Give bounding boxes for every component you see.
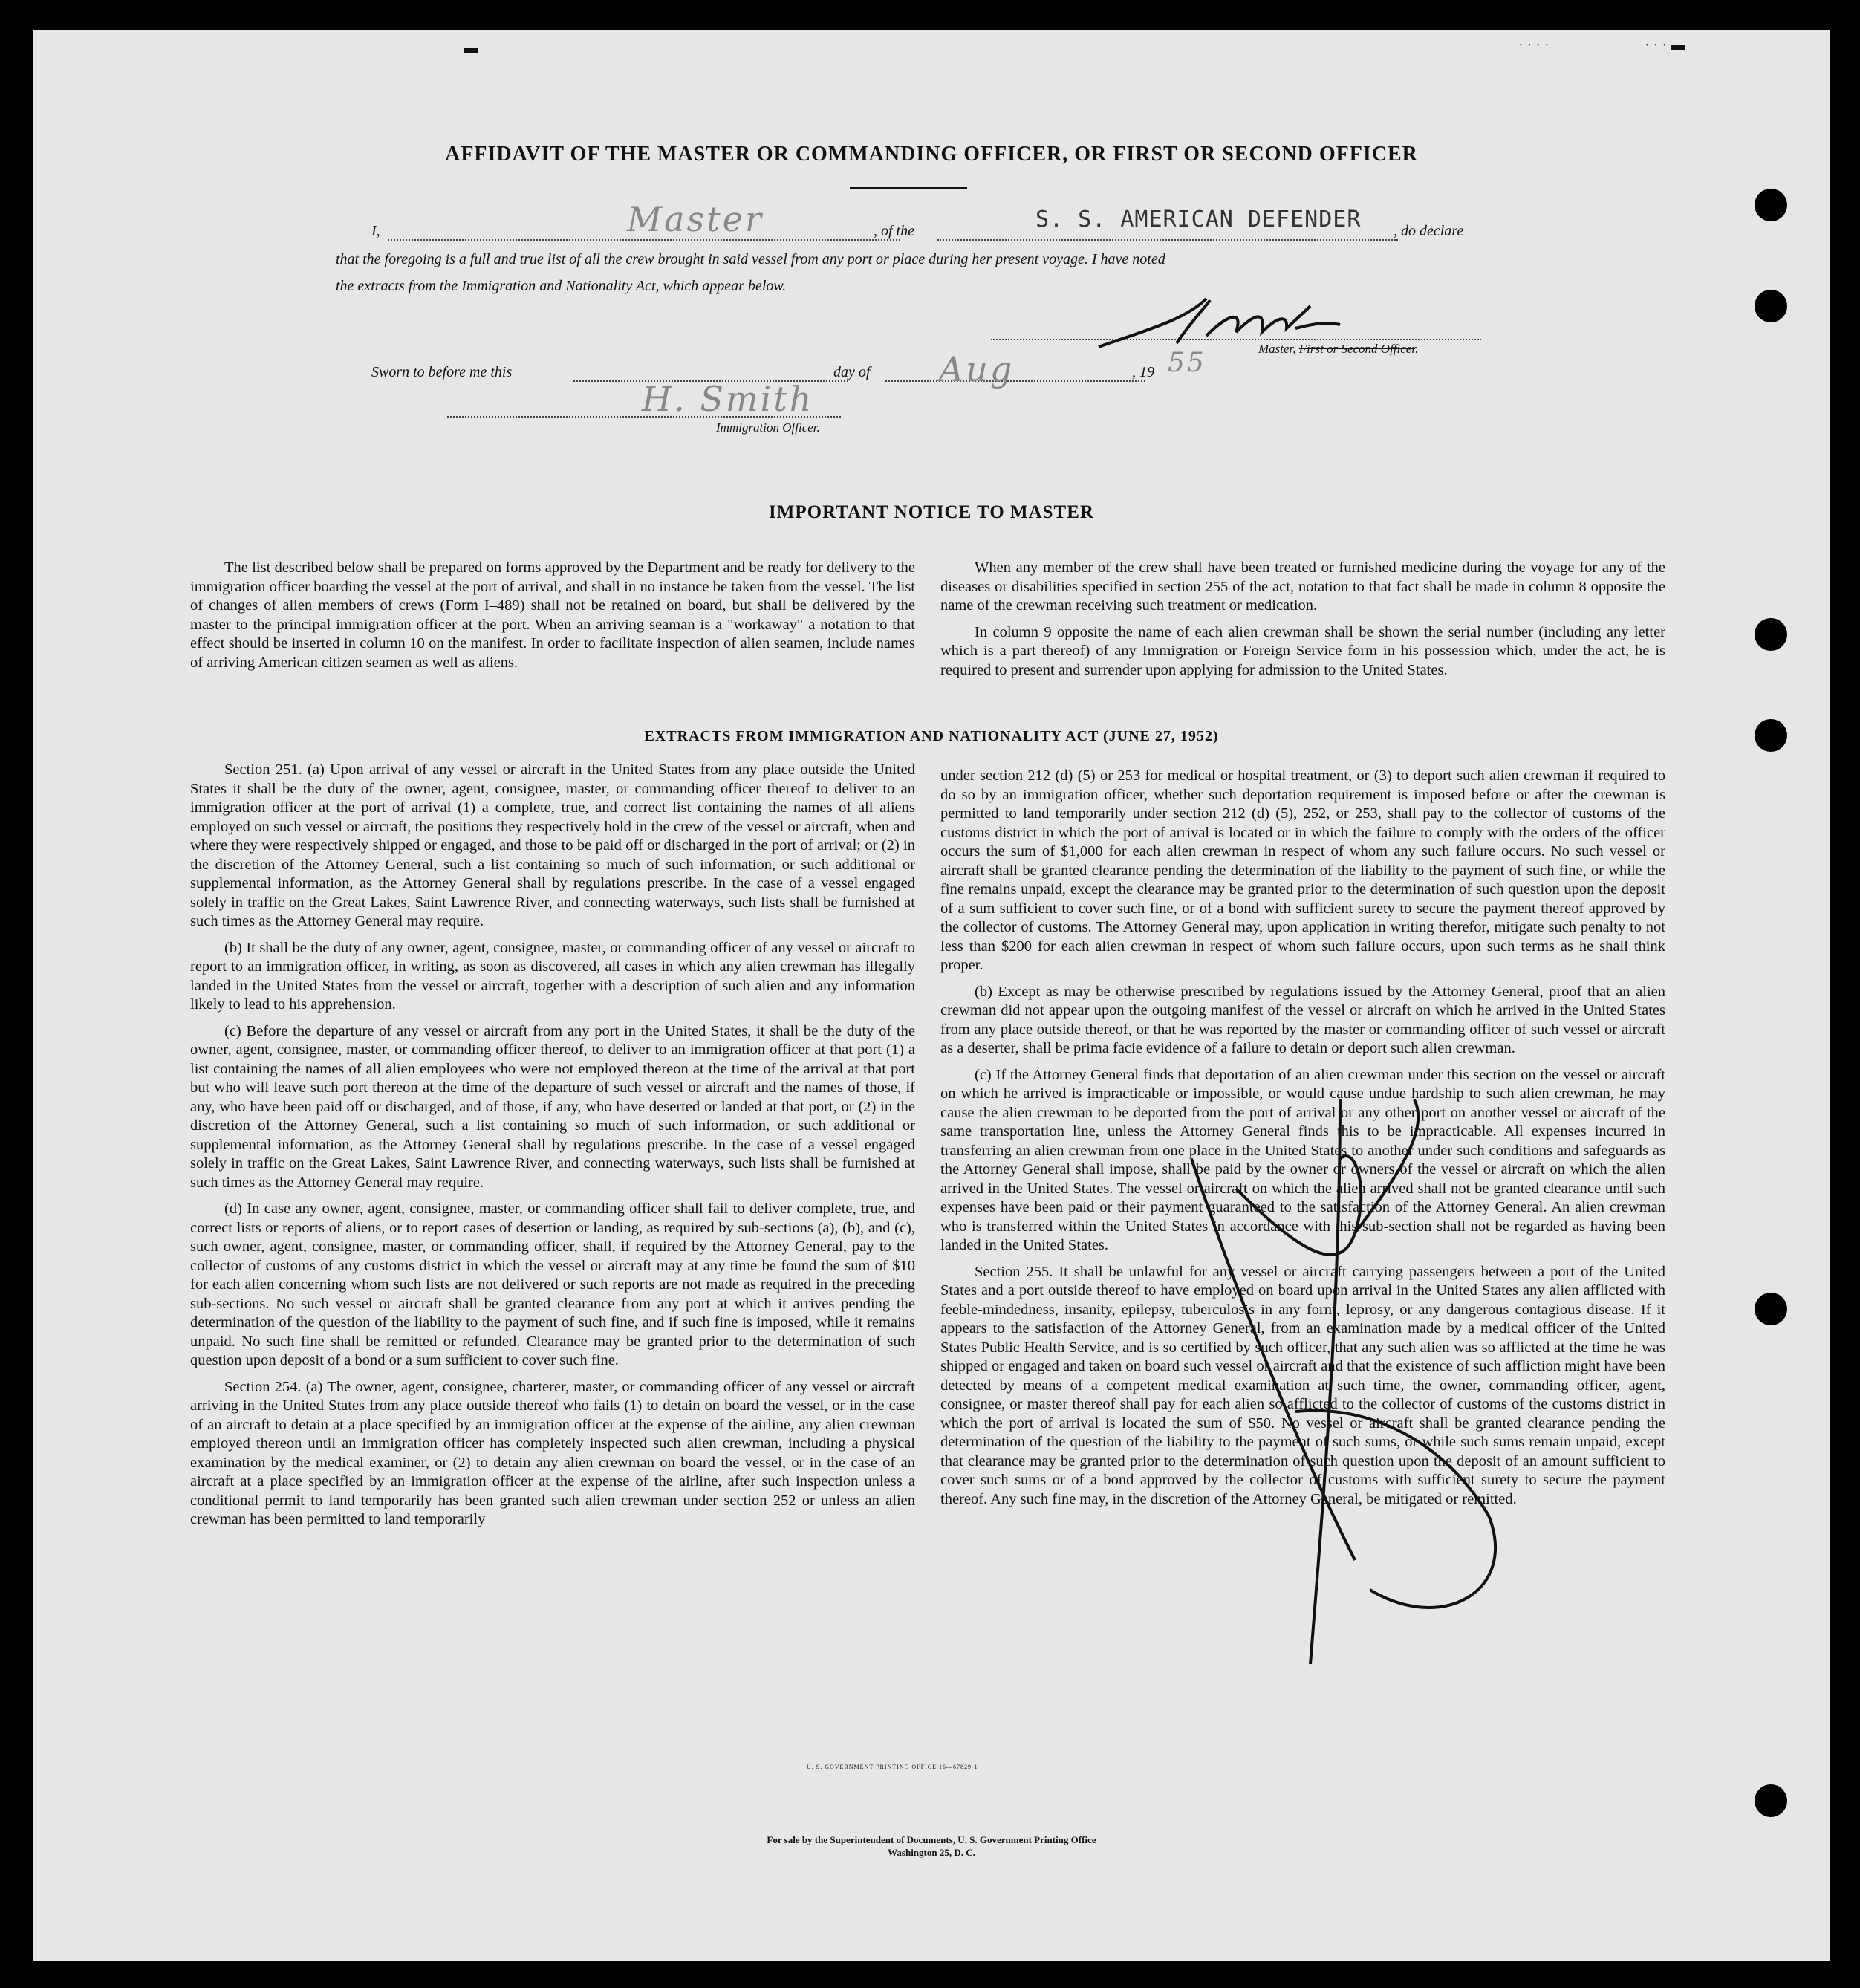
month-line [885, 380, 1145, 382]
affidavit-body-1: that the foregoing is a full and true list of all the crew brought in said vessel from any port or place during her present voyage. I have noted [336, 251, 1165, 267]
section-255: Section 255. It shall be unlawful for any vessel or aircraft carrying passengers between a port of the United States and a port outside thereof to have employed on board upon arrival in the United States any alien afflicted with feeble-mindedness, insanity, epilepsy, tuberculosis in any form, leprosy, or any dangerous contagious disease. If it appears to the satisfaction of the Attorney General, from an examination made by a medical officer of the United States Public Health Service, and is so certified by such officer, that any such alien was so afflicted at the time he was shipped or engaged and taken on board such vessel or aircraft and that the existence of such affliction might have been detected by means of a competent medical examination at such time, the owner, commanding officer, agent, consignee, or master thereof shall pay for each alien so afflicted to the collector of customs of the customs district in which the port of arrival is located the sum of $50. No vessel or aircraft shall be granted clearance pending the determination of the question of the liability to the payment of such sums, or while such sums remain unpaid, except that clearance may be granted prior to the determination of such question upon the deposit of an amount sufficient to cover such sums or of a bond approved by the collector of customs with sufficient surety to secure the payment thereof. Any such fine may, in the discretion of the Attorney General, be mitigated or remitted. [940, 1263, 1665, 1507]
top-marks: · · · ▬ [1645, 37, 1685, 53]
notice-right-text-2: In column 9 opposite the name of each alien crewman shall be shown the serial number (including any letter which is a part thereof) of any Immigration or Foreign Service form in his possession which, under the act, he is required to present and surrender upon applying for admission to the United States. [940, 623, 1665, 678]
master-caption-suffix: . [1415, 342, 1419, 356]
master-caption-prefix: Master, [1258, 342, 1299, 356]
officer-caption: Immigration Officer. [716, 420, 820, 435]
footer-line-2: Washington 25, D. C. [888, 1847, 975, 1858]
affidavit-body-2: the extracts from the Immigration and Nationality Act, which appear below. [336, 278, 787, 294]
notice-title: IMPORTANT NOTICE TO MASTER [769, 502, 1094, 522]
binder-hole [1755, 189, 1787, 221]
document-page [33, 30, 1830, 1961]
footer [33, 1833, 1830, 1859]
binder-hole [1755, 290, 1787, 322]
section-251-a: Section 251. (a) Upon arrival of any vessel or aircraft in the United States from any place outside the United States it shall be the duty of the owner, agent, consignee, master, or commanding officer thereof to deliver to an immigration officer at the port of arrival (1) a complete, true, and correct list containing the names of all aliens employed on such vessel or aircraft, the positions they respectively hold in the crew of the vessel or aircraft, when and where they were respectively shipped or engaged, and those to be paid off or discharged in the port of arrival; or (2) in the discretion of the Attorney General, such a list containing so much of such information, or such additional or supplemental information, as the Attorney General shall by regulations prescribe. In the case of a vessel engaged solely in traffic on the Great Lakes, Saint Lawrence River, and connecting waterways, such lists shall be furnished at such times as the Attorney General may require. [190, 761, 915, 929]
notice-right-text-1: When any member of the crew shall have been treated or furnished medicine during the voyage for any of the diseases or disabilities specified in section 255 of the act, notation to that fact shall be made in column 8 opposite the name of the crewman receiving such treatment or medication. [940, 559, 1665, 614]
master-caption [1258, 342, 1418, 357]
affidavit-title: AFFIDAVIT OF THE MASTER OR COMMANDING OFFICER, OR FIRST OR SECOND OFFICER [445, 143, 1418, 166]
section-251-b: (b) It shall be the duty of any owner, agent, consignee, master, or commanding officer of any vessel or aircraft to report to an immigration officer, in writing, as soon as discovered, all cases in which any alien crewman has illegally landed in the United States from the vessel or aircraft, together with a description of such alien and any information likely to lead to his apprehension. [190, 939, 915, 1013]
officer-signature: H. Smith [642, 379, 814, 419]
master-caption-struck: First or Second Officer [1298, 342, 1416, 356]
handwritten-name: Master [627, 199, 764, 239]
binder-hole [1755, 1293, 1787, 1325]
section-251-c: (c) Before the departure of any vessel or aircraft from any port in the United States, it shall be the duty of the owner, agent, consignee, master, or commanding officer thereof, to deliver to an immigration officer at that port (1) a list containing the names of all alien employees who were not employed thereon at the time of the arrival at that port but who will leave such port thereon at the time of the departure of such vessel or aircraft and the names of those, if any, who have been paid off or discharged, and of those, if any, who have deserted or landed at that port, or (2) in the discretion of the Attorney General, such a list containing so much of such information, or such additional or supplemental information, as the Attorney General shall by regulations prescribe. In the case of a vessel engaged solely in traffic on the Great Lakes, Saint Lawrence River, and connecting waterways, such lists shall be furnished at such times as the Attorney General may require. [190, 1022, 915, 1191]
extracts-right-column [940, 767, 1665, 1510]
section-254-c: (c) If the Attorney General finds that deportation of an alien crewman under this section on the vessel or aircraft on which he arrived is impracticable or impossible, or would cause undue hardship to such alien crewman, he may cause the alien crewman to be deported from the port of arrival or any other port on another vessel or aircraft of the same transportation line, unless the Attorney General finds this to be impracticable. All expenses incurred in transferring an alien crewman from one place in the United States to another under such conditions and safeguards as the Attorney General shall impose, shall be paid by the owner or owners of the vessel or aircraft on which the alien arrived in the United States. The vessel or aircraft on which the alien arrived shall not be granted clearance until such expenses have been paid or their payment guaranteed to the satisfaction of the Attorney General. An alien crewman who is transferred within the United States in accordance with this sub-section shall not be regarded as having been landed in the United States. [940, 1066, 1665, 1253]
section-254-a-cont: under section 212 (d) (5) or 253 for medical or hospital treatment, or (3) to deport such alien crewman if required to do so by an immigration officer, whether such deportation requirement is imposed before or after the crewman is permitted to land temporarily under section 212 (d) (5), 252, or 253, shall pay to the collector of customs of the customs district in which the port of arrival is located or in which the failure to comply with the orders of the officer occurs the sum of $1,000 for each alien crewman in respect of whom any such failure occurs. No such vessel or aircraft shall be granted clearance pending the determination of the liability to the payment of such fine, or while the fine remains unpaid, except the clearance may be granted prior to the determination of such question upon the deposit of a sum sufficient to cover such fine, or of a bond with sufficient surety to secure the payment thereof approved by the collector of customs. The Attorney General may, upon application in writing therefor, mitigate such penalty to not less than $200 for each alien crewman in respect of whom such failure occurs, upon such terms as he shall think proper. [940, 767, 1665, 973]
i-label: I, [371, 223, 380, 239]
sworn-label: Sworn to before me this [371, 364, 513, 380]
binder-hole [1755, 1784, 1787, 1817]
of-the-label: , of the [874, 223, 914, 239]
svg-text:A Walker: A Walker [1206, 321, 1209, 322]
section-251-d: (d) In case any owner, agent, consignee, master, or commanding officer shall fail to deliver complete, true, and correct lists or reports of aliens, or to report cases of desertion or landing, as required by sub-sections (a), (b), and (c), such owner, agent, consignee, master, or commanding officer, shall, if required by the Attorney General, pay to the collector of customs of any customs district in which the vessel or aircraft may at any time be found the sum of $10 for each alien concerning whom such lists are not delivered or such reports are not made as required in the preceding sub-sections. No such vessel or aircraft shall be granted clearance from any port at which it arrives pending the determination of the question of the liability to the payment of such fine, and if such fine is imposed, while it remains unpaid. No such fine shall be remitted or refunded. Clearance may be granted prior to the determination of such question upon deposit of a bond or a sum sufficient to cover such fine. [190, 1201, 915, 1368]
section-254-a: Section 254. (a) The owner, agent, consignee, charterer, master, or commanding officer of any vessel or aircraft arriving in the United States from any place outside thereof who fails (1) to detain on board the vessel, or in the case of an aircraft to detain at a place specified by an immigration officer at the expense of the airline, any alien crewman employed thereon until an immigration officer has completely inspected such alien crewman, including a physical examination by the medical examiner, or (2) to detain any alien crewman on board the vessel, or in the case of an aircraft at a place specified by an immigration officer at the expense of the airline, after such inspection unless a conditional permit to land temporarily has been granted such alien crewman under section 252 or unless an alien crewman has been permitted to land temporarily [190, 1378, 915, 1527]
name-line [388, 239, 900, 241]
notice-left-paragraph [190, 559, 915, 674]
section-254-b: (b) Except as may be otherwise prescribed by regulations issued by the Attorney General, proof that an alien crewman did not appear upon the outgoing manifest of the vessel or aircraft on which he arrived in the United States from any place outside thereof, or that he was reported by the master or commanding officer of such vessel or aircraft as a deserter, shall be prima facie evidence of a failure to detain or deport such alien crewman. [940, 983, 1665, 1056]
vessel-stamp: S. S. AMERICAN DEFENDER [1035, 207, 1362, 233]
handwritten-month: Aug [939, 349, 1015, 389]
top-marks: · · · · [1518, 37, 1550, 53]
notice-right-column [940, 559, 1665, 681]
footer-line-1: For sale by the Superintendent of Documents, U. S. Government Printing Office [767, 1834, 1096, 1845]
notice-left-text: The list described below shall be prepared on forms approved by the Department and be ready for delivery to the immigration officer boarding the vessel at the port of arrival, and shall in no instance be taken from the vessel. The list of changes of alien members of crews (Form I–489) shall not be retained on board, but shall be delivered by the master to the principal immigration officer at the port. When an arriving seaman is a "workaway" a notation to that effect should be inserted in column 10 on the manifest. In order to facilitate inspection of alien seamen, include names of arriving American citizen seamen as well as aliens. [190, 559, 915, 671]
day-of-label: day of [833, 364, 871, 380]
printer-line: U. S. GOVERNMENT PRINTING OFFICE 16—67829-1 [807, 1764, 978, 1770]
top-marks: ▬ [464, 40, 478, 56]
extracts-left-column [190, 761, 915, 1531]
vessel-line [937, 239, 1398, 241]
year-prefix: , 19 [1132, 364, 1154, 380]
do-declare-label: , do declare [1394, 223, 1464, 239]
extracts-title: EXTRACTS FROM IMMIGRATION AND NATIONALITY ACT (JUNE 27, 1952) [644, 728, 1219, 744]
title-rule [850, 187, 967, 189]
handwritten-year: 55 [1168, 348, 1206, 378]
binder-hole [1755, 618, 1787, 651]
